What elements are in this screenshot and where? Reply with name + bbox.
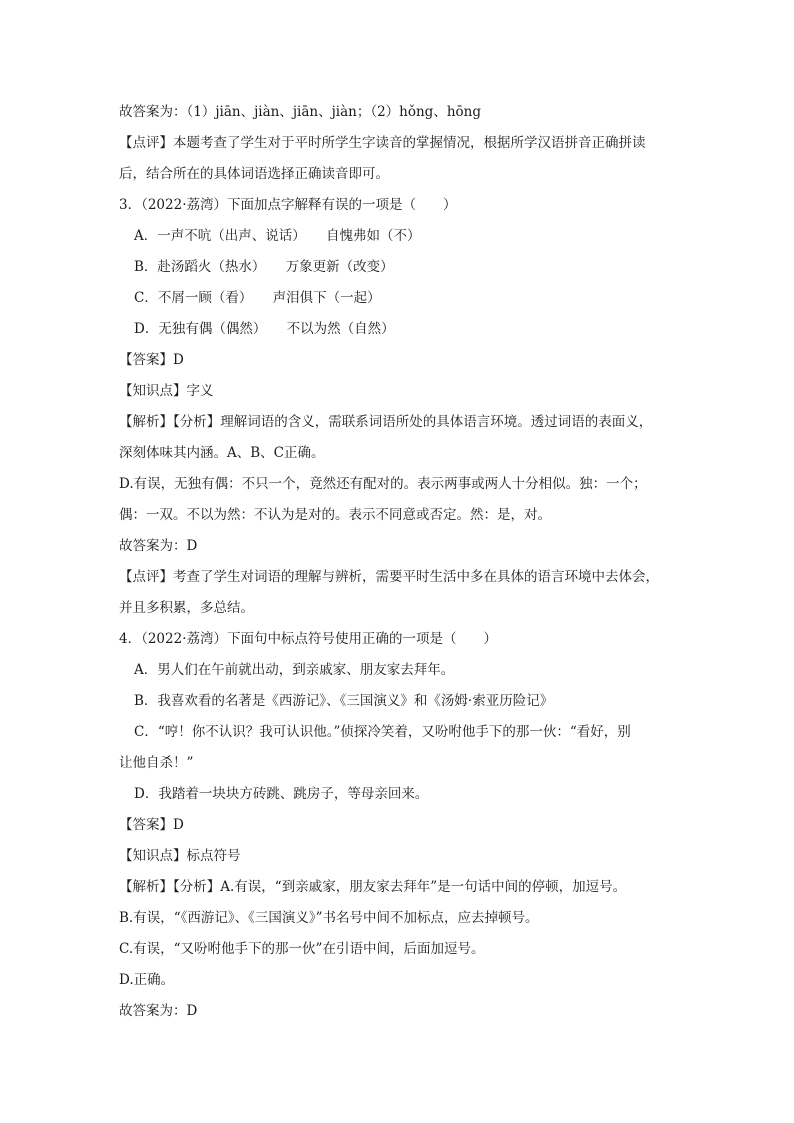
question-3-final-answer: 故答案为：D bbox=[119, 538, 198, 554]
question-4-analysis-2: B.有误，“《西游记》、《三国演义》”书名号中间不加标点，应去掉顿号。 bbox=[119, 910, 539, 926]
question-3-knowledge-point: 【知识点】字义 bbox=[119, 383, 214, 399]
question-3-comment-2: 并且多积累，多总结。 bbox=[119, 600, 254, 616]
question-4-option-b: B．我喜欢看的名著是《西游记》、《三国演义》和《汤姆·索亚历险记》 bbox=[134, 693, 554, 709]
question-3-option-c: C．不屑一顾（看） 声泪俱下（一起） bbox=[134, 290, 381, 306]
question-3-analysis-3: D.有误，无独有偶：不只一个，竟然还有配对的。表示两事或两人十分相似。独：一个； bbox=[119, 476, 647, 492]
question-4-option-a: A．男人们在午前就出动，到亲戚家、朋友家去拜年。 bbox=[134, 662, 455, 678]
question-3-analysis-4: 偶：一双。不以为然：不认为是对的。表示不同意或否定。然：是，对。 bbox=[119, 507, 551, 523]
question-3-stem: 3．（2022·荔湾）下面加点字解释有误的一项是（ ） bbox=[119, 197, 457, 213]
comment-line-q2-2: 后，结合所在的具体词语选择正确读音即可。 bbox=[119, 166, 389, 182]
question-3-analysis-2: 深刻体味其内涵。A、B、C正确。 bbox=[119, 445, 325, 461]
question-3-answer: 【答案】D bbox=[119, 352, 184, 368]
question-4-answer: 【答案】D bbox=[119, 817, 184, 833]
answer-line-q2: 故答案为：（1）jiān、jiàn、jiān、jiàn；（2）hǒng、hōng bbox=[119, 104, 481, 120]
question-3-analysis-1: 【解析】【分析】理解词语的含义，需联系词语所处的具体语言环境。透过词语的表面义， bbox=[119, 414, 653, 430]
question-4-final-answer: 故答案为：D bbox=[119, 1003, 198, 1019]
question-3-option-a: A．一声不吭（出声、说话） 自愧弗如（不） bbox=[134, 228, 421, 244]
question-3-option-b: B．赴汤蹈火（热水） 万象更新（改变） bbox=[134, 259, 394, 275]
comment-line-q2-1: 【点评】本题考查了学生对于平时所学生字读音的掌握情况，根据所学汉语拼音正确拼读 bbox=[119, 135, 646, 151]
question-4-analysis-1: 【解析】【分析】A.有误，“到亲戚家，朋友家去拜年”是一句话中间的停顿，加逗号。 bbox=[119, 879, 627, 895]
question-4-analysis-3: C.有误，“又吩咐他手下的那一伙”在引语中间，后面加逗号。 bbox=[119, 941, 485, 957]
question-4-option-d: D．我踏着一块块方砖跳、跳房子，等母亲回来。 bbox=[134, 786, 429, 802]
question-4-stem: 4．（2022·荔湾）下面句中标点符号使用正确的一项是（ ） bbox=[119, 631, 497, 647]
question-3-option-d: D．无独有偶（偶然） 不以为然（自然） bbox=[134, 321, 395, 337]
question-3-comment-1: 【点评】考查了学生对词语的理解与辨析，需要平时生活中多在具体的语言环境中去体会， bbox=[119, 569, 659, 585]
question-4-option-c-2: 让他自杀！” bbox=[119, 755, 194, 771]
question-4-analysis-4: D.正确。 bbox=[119, 972, 175, 988]
question-4-option-c-1: C．“哼！你不认识？我可认识他。”侦探冷笑着，又吩咐他手下的那一伙：“看好，别 bbox=[134, 724, 631, 740]
question-4-knowledge-point: 【知识点】标点符号 bbox=[119, 848, 241, 864]
